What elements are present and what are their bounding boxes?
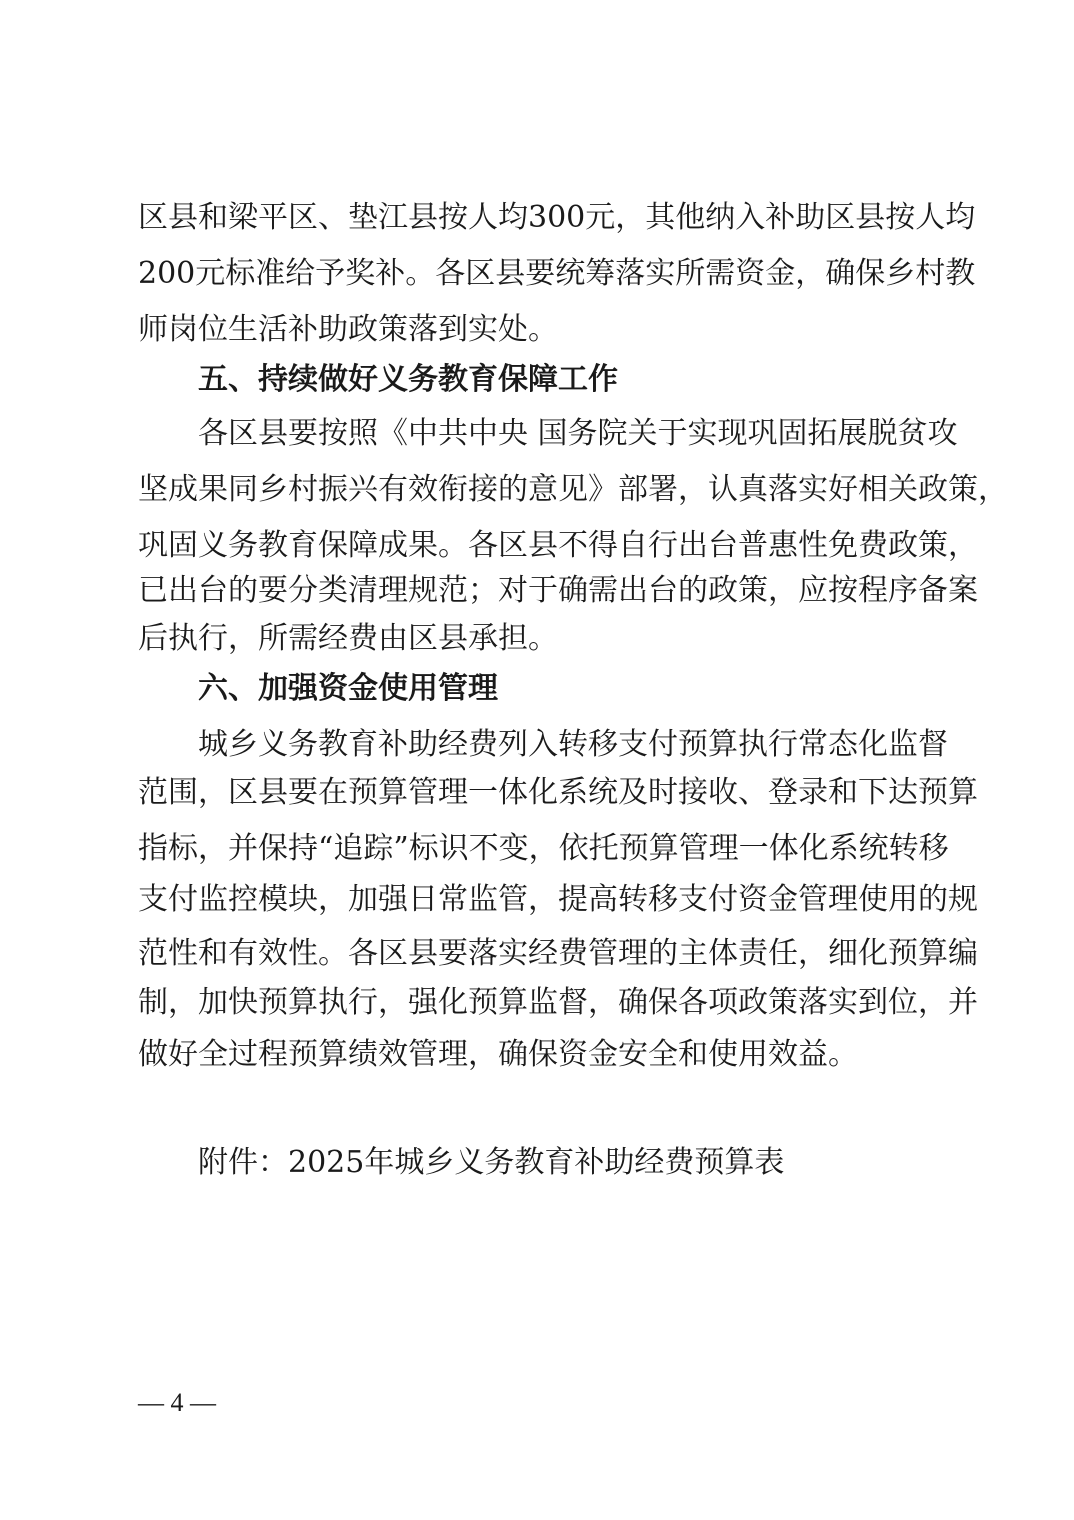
paragraph-line: 制，加快预算执行，强化预算监督，确保各项政策落实到位，并 [138, 985, 978, 1020]
paragraph-line: 做好全过程预算绩效管理，确保资金安全和使用效益。 [138, 1037, 858, 1072]
paragraph-line: 师岗位生活补助政策落到实处。 [138, 312, 558, 347]
paragraph-line: 范围，区县要在预算管理一体化系统及时接收、登录和下达预算 [138, 775, 978, 810]
paragraph-line: 支付监控模块，加强日常监管，提高转移支付资金管理使用的规 [138, 882, 978, 917]
paragraph-line: 指标，并保持“追踪”标识不变，依托预算管理一体化系统转移 [138, 831, 949, 866]
paragraph-line: 200元标准给予奖补。各区县要统筹落实所需资金，确保乡村教 [138, 256, 976, 291]
attachment-note: 附件：2025年城乡义务教育补助经费预算表 [198, 1145, 785, 1180]
paragraph-line: 范性和有效性。各区县要落实经费管理的主体责任，细化预算编 [138, 936, 978, 971]
paragraph-line: 巩固义务教育保障成果。各区县不得自行出台普惠性免费政策， [138, 528, 978, 563]
paragraph-line: 已出台的要分类清理规范；对于确需出台的政策，应按程序备案 [138, 573, 978, 608]
paragraph-line: 各区县要按照《中共中央 国务院关于实现巩固拓展脱贫攻 [198, 416, 958, 451]
paragraph-line: 后执行，所需经费由区县承担。 [138, 621, 558, 656]
paragraph-line: 城乡义务教育补助经费列入转移支付预算执行常态化监督 [198, 727, 948, 762]
page-number: — 4 — [138, 1388, 216, 1417]
section-heading: 五、持续做好义务教育保障工作 [198, 362, 618, 397]
paragraph-line: 区县和梁平区、垫江县按人均300元，其他纳入补助区县按人均 [138, 200, 976, 235]
section-heading: 六、加强资金使用管理 [198, 671, 498, 706]
paragraph-line: 坚成果同乡村振兴有效衔接的意见》部署，认真落实好相关政策， [138, 472, 1008, 507]
